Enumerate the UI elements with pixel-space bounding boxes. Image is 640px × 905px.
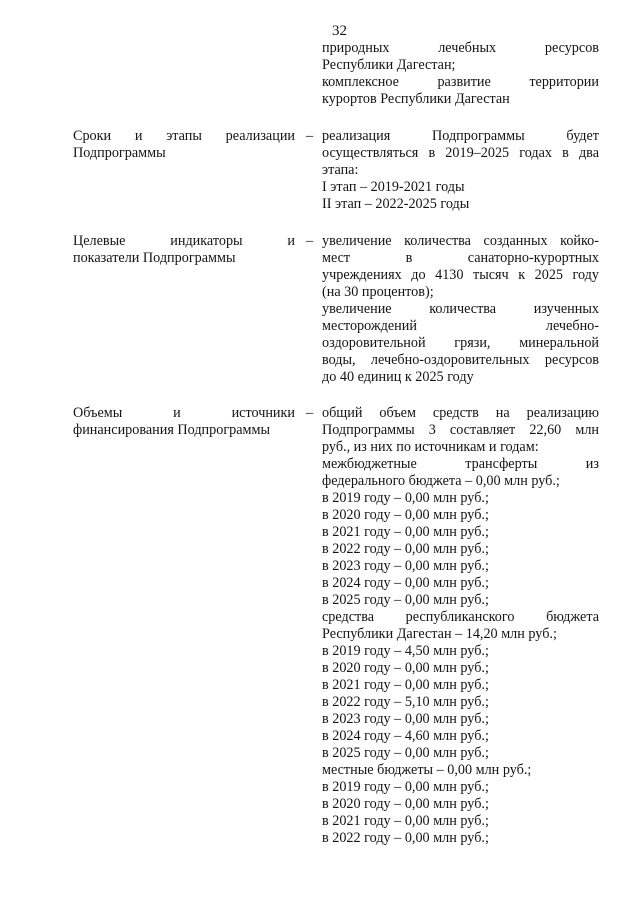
value-line: мест в санаторно-курортных xyxy=(322,250,599,266)
value-line: осуществляться в 2019–2025 годах в два xyxy=(322,145,599,161)
value-line: (на 30 процентов); xyxy=(322,284,434,300)
row-label xyxy=(73,405,295,439)
value-line: местные бюджеты – 0,00 млн руб.; xyxy=(322,762,532,778)
value-line: в 2025 году – 0,00 млн руб.; xyxy=(322,592,489,608)
value-line: I этап – 2019-2021 годы xyxy=(322,179,465,195)
value-line: Подпрограммы 3 составляет 22,60 млн xyxy=(322,422,599,438)
value-line: федерального бюджета – 0,00 млн руб.; xyxy=(322,473,560,489)
text-line: Республики Дагестан; xyxy=(322,57,456,73)
value-line: в 2020 году – 0,00 млн руб.; xyxy=(322,796,489,812)
label-line: показатели Подпрограммы xyxy=(73,250,236,266)
value-line: в 2020 году – 0,00 млн руб.; xyxy=(322,660,489,676)
row-label xyxy=(73,128,295,162)
text-line: комплексное развитие территории xyxy=(322,74,599,90)
value-line: в 2019 году – 0,00 млн руб.; xyxy=(322,490,489,506)
label-line: Объемы и источники xyxy=(73,405,295,421)
value-line: в 2021 году – 0,00 млн руб.; xyxy=(322,524,489,540)
row-label xyxy=(73,233,295,267)
value-line: оздоровительной грязи, минеральной xyxy=(322,335,599,351)
value-line: в 2021 году – 0,00 млн руб.; xyxy=(322,813,489,829)
value-line: Республики Дагестан – 14,20 млн руб.; xyxy=(322,626,557,642)
value-line: реализация Подпрограммы будет xyxy=(322,128,599,144)
value-line: месторождений лечебно- xyxy=(322,318,599,334)
value-line: в 2021 году – 0,00 млн руб.; xyxy=(322,677,489,693)
label-line: Сроки и этапы реализации xyxy=(73,128,295,144)
label-line: Подпрограммы xyxy=(73,145,166,161)
value-line: общий объем средств на реализацию xyxy=(322,405,599,421)
value-line: в 2019 году – 0,00 млн руб.; xyxy=(322,779,489,795)
continuation-text xyxy=(322,40,599,108)
row-value xyxy=(322,233,599,386)
value-line: II этап – 2022-2025 годы xyxy=(322,196,470,212)
value-line: увеличение количества изученных xyxy=(322,301,599,317)
value-line: учреждениях до 4130 тысяч к 2025 году xyxy=(322,267,599,283)
value-line: в 2020 году – 0,00 млн руб.; xyxy=(322,507,489,523)
value-line: в 2019 году – 4,50 млн руб.; xyxy=(322,643,489,659)
page-number: 32 xyxy=(332,23,347,39)
value-line: в 2024 году – 0,00 млн руб.; xyxy=(322,575,489,591)
label-line: финансирования Подпрограммы xyxy=(73,422,271,438)
value-line: этапа: xyxy=(322,162,359,178)
label-line: Целевые индикаторы и xyxy=(73,233,295,249)
value-line: межбюджетные трансферты из xyxy=(322,456,599,472)
value-line: в 2023 году – 0,00 млн руб.; xyxy=(322,711,489,727)
value-line: средства республиканского бюджета xyxy=(322,609,599,625)
row-dash: – xyxy=(306,233,314,249)
value-line: в 2025 году – 0,00 млн руб.; xyxy=(322,745,489,761)
row-dash: – xyxy=(306,128,314,144)
value-line: в 2022 году – 0,00 млн руб.; xyxy=(322,541,489,557)
value-line: до 40 единиц к 2025 году xyxy=(322,369,474,385)
row-dash: – xyxy=(306,405,314,421)
row-value xyxy=(322,128,599,213)
value-line: в 2024 году – 4,60 млн руб.; xyxy=(322,728,489,744)
text-line: курортов Республики Дагестан xyxy=(322,91,510,107)
text-line: природных лечебных ресурсов xyxy=(322,40,599,56)
row-value xyxy=(322,405,599,847)
value-line: в 2022 году – 5,10 млн руб.; xyxy=(322,694,489,710)
value-line: руб., из них по источникам и годам: xyxy=(322,439,539,455)
value-line: в 2022 году – 0,00 млн руб.; xyxy=(322,830,489,846)
value-line: увеличение количества созданных койко- xyxy=(322,233,599,249)
value-line: в 2023 году – 0,00 млн руб.; xyxy=(322,558,489,574)
value-line: воды, лечебно-оздоровительных ресурсов xyxy=(322,352,599,368)
